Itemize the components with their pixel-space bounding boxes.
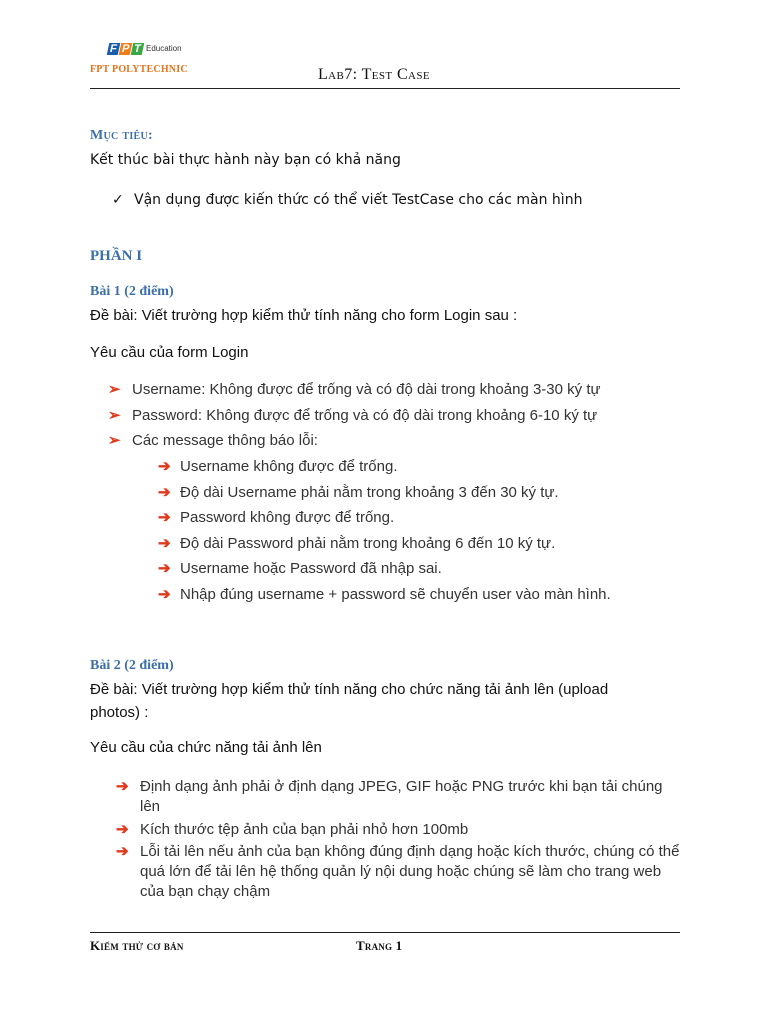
objective-heading: Mục tiêu: [90,128,153,143]
list-item-text: Username không được để trống. [180,458,398,475]
logo-name: FPT POLYTECHNIC [90,64,188,75]
list-item-text: Password không được để trống. [180,509,395,526]
arrow-bullet-icon: ➔ [158,586,171,603]
page-number: Trang 1 [356,938,403,953]
header-divider [90,88,680,89]
list-item-text: Lỗi tải lên nếu ảnh của bạn không đúng định dạng hoặc kích thước, chúng có thể quá lớn để tải lên hệ thống quản lý nội dung hoặc chúng sẽ làm cho trang web của bạn chạy chậm [140,843,680,900]
list-item [116,820,468,840]
footer-divider [90,932,680,933]
list-item-text: Kích thước tệp ảnh của bạn phải nhỏ hơn 100mb [140,821,469,838]
list-item-text: Nhập đúng username + password sẽ chuyển user vào màn hình. [180,586,611,603]
logo-letter-f: F [108,43,119,55]
list-item-text: Các message thông báo lỗi: [132,432,318,449]
list-item-text: Độ dài Password phải nằm trong khoảng 6 đến 10 ký tự. [180,535,556,552]
exercise-2-requirements-title: Yêu cầu của chức năng tải ảnh lên [90,739,322,756]
list-item [116,777,686,817]
fpt-polytechnic-logo [90,40,220,80]
exercise-2-prompt-line-2: photos) : [90,704,149,721]
arrow-bullet-icon: ➔ [158,535,171,552]
logo-subtitle: Education [146,44,182,53]
arrowhead-bullet-icon: ➢ [108,381,121,398]
arrow-bullet-icon: ➔ [158,458,171,475]
arrow-bullet-icon: ➔ [158,509,171,526]
list-item [158,534,555,554]
footer-course-name: Kiểm thử cơ bản [90,938,184,953]
list-item-text: Username: Không được để trống và có độ dài trong khoảng 3-30 ký tự [132,381,601,398]
objective-item-text: Vận dụng được kiến thức có thể viết TestCase cho các màn hình [134,192,583,208]
list-item [116,842,686,902]
objective-intro: Kết thúc bài thực hành này bạn có khả năng [90,152,401,168]
list-item [158,508,394,528]
list-item [158,457,398,477]
logo-letter-p: P [120,43,131,55]
fpt-logo-mark [108,43,143,55]
exercise-2-prompt-line-1: Đề bài: Viết trường hợp kiểm thử tính năng cho chức năng tải ảnh lên (upload [90,681,609,698]
list-item-text: Định dạng ảnh phải ở định dạng JPEG, GIF hoặc PNG trước khi bạn tải chúng lên [140,778,663,815]
check-icon: ✓ [112,192,124,208]
list-item [108,431,318,451]
arrow-bullet-icon: ➔ [158,560,171,577]
logo-letter-t: T [132,43,143,55]
arrowhead-bullet-icon: ➢ [108,432,121,449]
list-item-text: Username hoặc Password đã nhập sai. [180,560,442,577]
document-title: Lab7: Test Case [318,66,430,83]
arrow-bullet-icon: ➔ [116,821,129,838]
list-item [158,483,559,503]
list-item-text: Độ dài Username phải nằm trong khoảng 3 đến 30 ký tự. [180,484,559,501]
list-item [108,406,597,426]
exercise-1-requirements-title: Yêu cầu của form Login [90,344,249,361]
arrow-bullet-icon: ➔ [116,843,129,860]
arrow-bullet-icon: ➔ [158,484,171,501]
list-item [158,559,442,579]
list-item-text: Password: Không được để trống và có độ dài trong khoảng 6-10 ký tự [132,407,598,424]
objective-item [112,192,582,208]
exercise-1-prompt: Đề bài: Viết trường hợp kiểm thử tính năng cho form Login sau : [90,307,518,324]
list-item [108,380,601,400]
arrowhead-bullet-icon: ➢ [108,407,121,424]
exercise-1-title: Bài 1 (2 điểm) [90,284,174,299]
list-item [158,585,611,605]
part-heading: PHẦN I [90,248,143,264]
arrow-bullet-icon: ➔ [116,778,129,795]
exercise-2-title: Bài 2 (2 điểm) [90,658,174,673]
